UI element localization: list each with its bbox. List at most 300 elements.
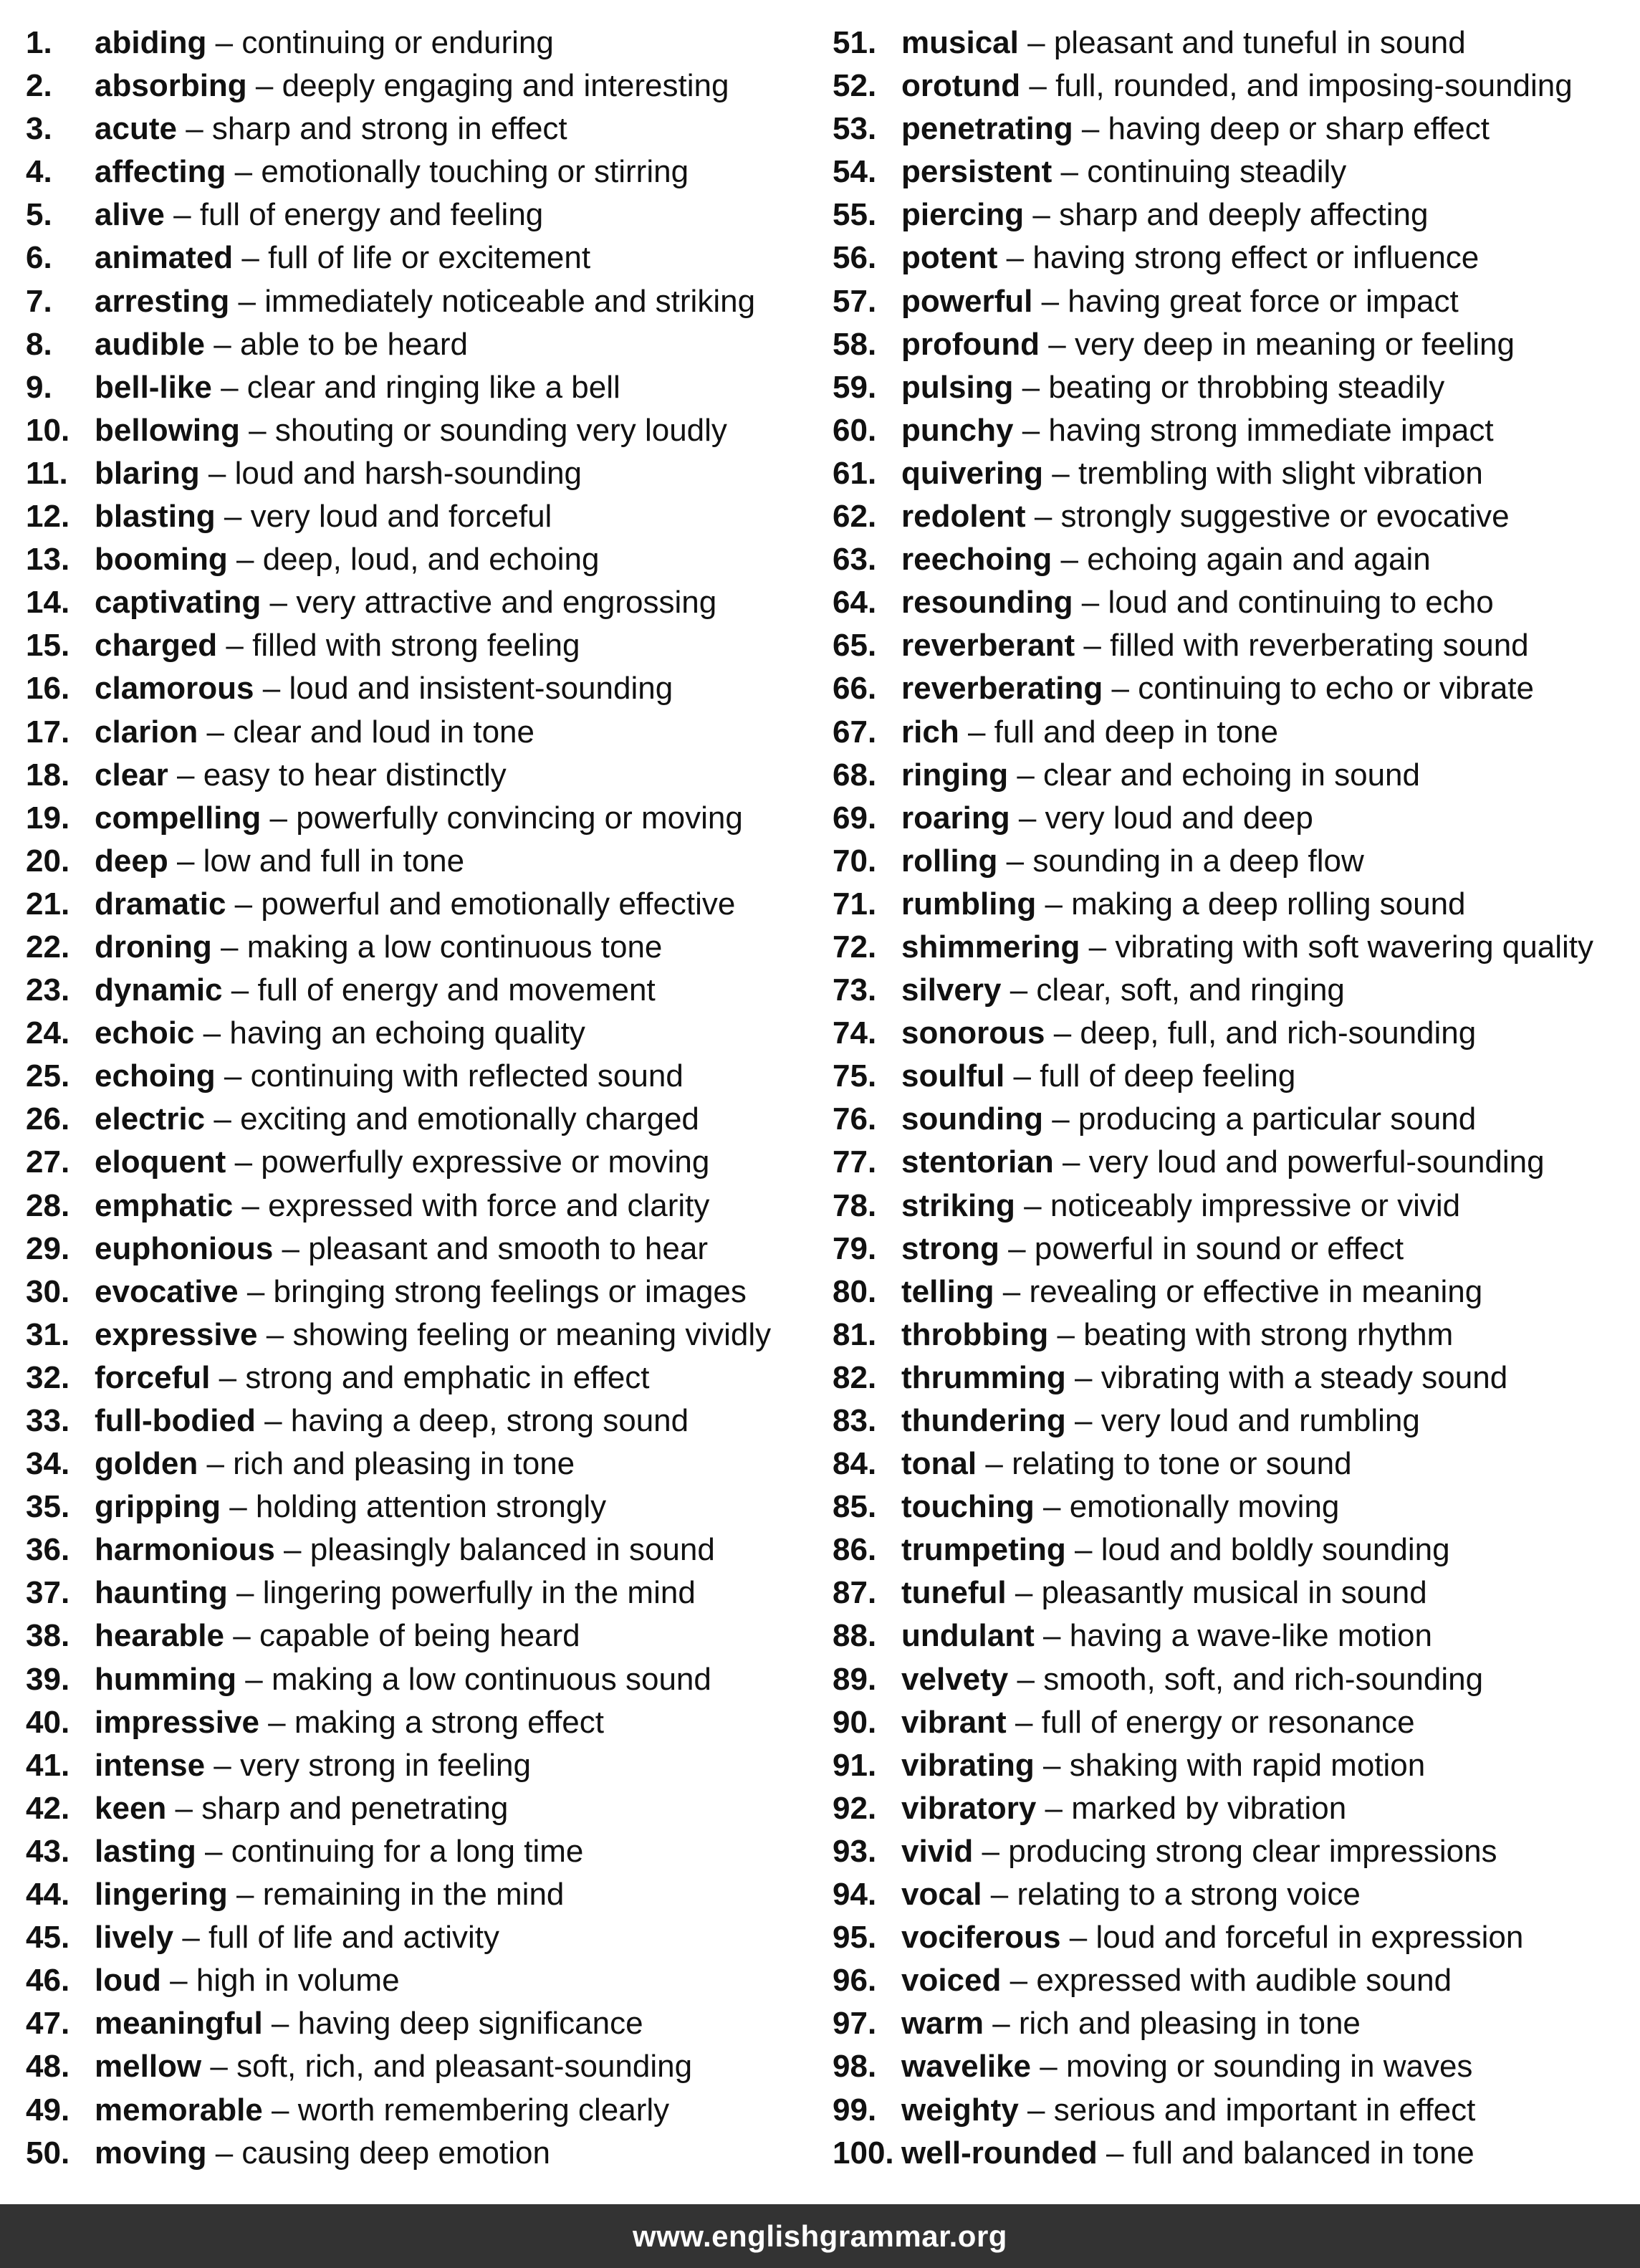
item-separator: –	[1022, 369, 1040, 405]
list-item	[26, 2089, 821, 2132]
item-word: clamorous	[95, 671, 254, 707]
item-definition: relating to a strong voice	[1017, 1877, 1361, 1913]
item-separator: –	[1060, 542, 1078, 578]
item-number: 51.	[833, 25, 877, 60]
list-item	[833, 926, 1621, 969]
item-definition: serious and important in effect	[1053, 2092, 1476, 2128]
item-word: vibratory	[901, 1790, 1037, 1826]
item-number: 6.	[26, 240, 52, 276]
item-number: 55.	[833, 197, 877, 233]
item-number: 46.	[26, 1963, 70, 1999]
item-number: 52.	[833, 68, 877, 104]
item-definition: filled with reverberating sound	[1110, 628, 1529, 664]
item-separator: –	[219, 1359, 237, 1395]
item-number: 21.	[26, 886, 70, 922]
item-number: 67.	[833, 714, 877, 750]
item-definition: clear and ringing like a bell	[246, 369, 620, 405]
item-definition: making a deep rolling sound	[1071, 886, 1466, 922]
list-item	[833, 1012, 1621, 1055]
item-word: throbbing	[901, 1316, 1049, 1352]
item-definition: beating with strong rhythm	[1083, 1316, 1454, 1352]
item-number: 10.	[26, 412, 70, 448]
item-number: 79.	[833, 1230, 877, 1266]
item-number: 86.	[833, 1532, 877, 1568]
list-item	[26, 2132, 821, 2175]
item-definition: full of energy and feeling	[199, 197, 544, 233]
item-word: echoic	[95, 1015, 195, 1051]
item-definition: sharp and deeply affecting	[1059, 197, 1429, 233]
item-separator: –	[224, 1058, 242, 1094]
item-definition: sounding in a deep flow	[1032, 843, 1364, 879]
item-separator: –	[234, 1144, 253, 1180]
list-item	[26, 21, 821, 64]
item-separator: –	[262, 671, 281, 707]
list-item	[833, 1141, 1621, 1184]
item-definition: shouting or sounding very loudly	[274, 412, 727, 448]
item-separator: –	[220, 929, 239, 965]
list-item	[833, 1873, 1621, 1916]
item-definition: rich and pleasing in tone	[1018, 2006, 1361, 2042]
item-number: 14.	[26, 585, 70, 621]
list-item	[26, 1012, 821, 1055]
item-definition: clear and loud in tone	[233, 714, 534, 750]
item-word: shimmering	[901, 929, 1080, 965]
list-item	[26, 1701, 821, 1744]
item-separator: –	[1029, 68, 1047, 104]
list-item	[26, 1357, 821, 1399]
item-number: 42.	[26, 1790, 70, 1826]
item-word: vociferous	[901, 1920, 1061, 1956]
list-item	[833, 150, 1621, 193]
item-word: forceful	[95, 1359, 211, 1395]
item-word: trumpeting	[901, 1532, 1066, 1568]
item-number: 76.	[833, 1101, 877, 1137]
item-definition: showing feeling or meaning vividly	[292, 1316, 772, 1352]
item-definition: deeply engaging and interesting	[282, 68, 729, 104]
item-definition: easy to hear distinctly	[203, 757, 507, 793]
item-word: velvety	[901, 1661, 1009, 1697]
list-item	[833, 1614, 1621, 1657]
item-separator: –	[1062, 1144, 1080, 1180]
item-separator: –	[214, 326, 231, 362]
item-definition: loud and boldly sounding	[1100, 1532, 1450, 1568]
item-definition: full, rounded, and imposing-sounding	[1055, 68, 1573, 104]
item-word: absorbing	[95, 68, 247, 104]
item-word: ringing	[901, 757, 1009, 793]
item-definition: deep, loud, and echoing	[262, 542, 600, 578]
list-item	[26, 1959, 821, 2002]
list-item	[26, 1098, 821, 1141]
item-word: bell-like	[95, 369, 212, 405]
item-definition: lingering powerfully in the mind	[262, 1575, 696, 1611]
item-word: vibrating	[901, 1747, 1035, 1783]
list-item	[26, 754, 821, 797]
item-definition: having a deep, strong sound	[290, 1403, 689, 1438]
item-definition: clear, soft, and ringing	[1036, 972, 1345, 1008]
item-word: powerful	[901, 283, 1033, 319]
item-separator: –	[272, 2092, 289, 2128]
item-number: 47.	[26, 2006, 70, 2042]
item-definition: soft, rich, and pleasant-sounding	[236, 2049, 693, 2085]
list-item	[26, 1528, 821, 1571]
item-definition: very loud and rumbling	[1100, 1403, 1420, 1438]
item-number: 71.	[833, 886, 877, 922]
item-separator: –	[1006, 843, 1025, 879]
item-separator: –	[1048, 326, 1066, 362]
list-item	[833, 1744, 1621, 1787]
item-word: bellowing	[95, 412, 240, 448]
list-item	[833, 883, 1621, 926]
item-number: 12.	[26, 499, 70, 535]
item-number: 85.	[833, 1489, 877, 1525]
item-word: echoing	[95, 1058, 216, 1094]
item-number: 35.	[26, 1489, 70, 1525]
item-separator: –	[982, 1833, 999, 1869]
item-definition: rich and pleasing in tone	[233, 1446, 575, 1482]
list-item	[833, 452, 1621, 495]
item-definition: making a strong effect	[294, 1704, 604, 1740]
list-item	[26, 926, 821, 969]
item-word: persistent	[901, 154, 1052, 190]
item-separator: –	[245, 1661, 263, 1697]
list-item	[833, 1399, 1621, 1442]
item-separator: –	[186, 111, 203, 147]
item-number: 39.	[26, 1661, 70, 1697]
item-separator: –	[221, 369, 239, 405]
item-separator: –	[203, 1015, 221, 1051]
item-separator: –	[238, 283, 256, 319]
item-separator: –	[269, 800, 287, 836]
item-number: 57.	[833, 283, 877, 319]
word-list-right-column	[833, 21, 1621, 2175]
item-word: full-bodied	[95, 1403, 256, 1438]
item-separator: –	[1111, 671, 1129, 707]
item-word: animated	[95, 240, 234, 276]
item-separator: –	[206, 714, 224, 750]
item-word: droning	[95, 929, 212, 965]
footer-bar	[0, 2204, 1640, 2268]
list-item	[26, 193, 821, 236]
item-number: 54.	[833, 154, 877, 190]
item-separator: –	[241, 240, 259, 276]
item-definition: powerfully convincing or moving	[296, 800, 743, 836]
item-definition: moving or sounding in waves	[1065, 2049, 1473, 2085]
item-number: 22.	[26, 929, 70, 965]
item-separator: –	[214, 1101, 231, 1137]
list-item	[26, 495, 821, 538]
item-word: gripping	[95, 1489, 221, 1525]
item-word: sounding	[901, 1101, 1043, 1137]
item-number: 69.	[833, 800, 877, 836]
item-separator: –	[173, 197, 191, 233]
list-item	[26, 1141, 821, 1184]
item-definition: emotionally moving	[1069, 1489, 1340, 1525]
item-definition: bringing strong feelings or images	[273, 1273, 747, 1309]
item-number: 26.	[26, 1101, 70, 1137]
item-number: 16.	[26, 671, 70, 707]
item-number: 49.	[26, 2092, 70, 2128]
list-item	[833, 754, 1621, 797]
item-definition: loud and insistent-sounding	[289, 671, 673, 707]
item-word: emphatic	[95, 1187, 234, 1223]
item-number: 65.	[833, 628, 877, 664]
list-item	[26, 711, 821, 754]
item-definition: making a low continuous tone	[246, 929, 663, 965]
item-separator: –	[264, 1403, 282, 1438]
list-item	[833, 1271, 1621, 1314]
item-number: 73.	[833, 972, 877, 1008]
list-item	[26, 1314, 821, 1357]
list-item	[833, 323, 1621, 366]
list-item	[26, 667, 821, 710]
item-word: blaring	[95, 455, 200, 491]
item-separator: –	[177, 757, 195, 793]
item-word: pulsing	[901, 369, 1014, 405]
item-number: 68.	[833, 757, 877, 793]
item-number: 89.	[833, 1661, 877, 1697]
item-number: 98.	[833, 2049, 877, 2085]
item-definition: expressed with audible sound	[1036, 1963, 1452, 1999]
item-definition: marked by vibration	[1071, 1790, 1347, 1826]
item-definition: full of life and activity	[208, 1920, 500, 1956]
list-item	[833, 1571, 1621, 1614]
list-item	[833, 1098, 1621, 1141]
item-definition: remaining in the mind	[262, 1877, 565, 1913]
item-number: 40.	[26, 1704, 70, 1740]
item-number: 58.	[833, 326, 877, 362]
item-separator: –	[170, 1963, 188, 1999]
item-separator: –	[236, 1575, 254, 1611]
item-number: 3.	[26, 111, 52, 147]
list-item	[833, 495, 1621, 538]
item-word: potent	[901, 240, 998, 276]
item-word: rumbling	[901, 886, 1037, 922]
item-separator: –	[1008, 1230, 1026, 1266]
item-word: reverberant	[901, 628, 1075, 664]
list-item	[26, 236, 821, 279]
item-definition: continuing steadily	[1087, 154, 1347, 190]
item-word: clear	[95, 757, 168, 793]
list-item	[26, 840, 821, 883]
item-word: telling	[901, 1273, 994, 1309]
item-word: blasting	[95, 499, 216, 535]
item-number: 44.	[26, 1877, 70, 1913]
item-separator: –	[182, 1920, 200, 1956]
item-definition: very strong in feeling	[240, 1747, 531, 1783]
item-word: lasting	[95, 1833, 196, 1869]
item-number: 61.	[833, 455, 877, 491]
item-number: 56.	[833, 240, 877, 276]
item-definition: pleasant and tuneful in sound	[1053, 25, 1466, 60]
item-separator: –	[215, 2135, 234, 2171]
list-item	[26, 1442, 821, 1485]
item-number: 9.	[26, 369, 52, 405]
item-word: voiced	[901, 1963, 1002, 1999]
item-separator: –	[1042, 1489, 1061, 1525]
list-item	[833, 2045, 1621, 2088]
item-word: lingering	[95, 1877, 228, 1913]
item-separator: –	[1017, 757, 1035, 793]
list-item	[833, 1055, 1621, 1098]
item-number: 99.	[833, 2092, 877, 2128]
item-number: 17.	[26, 714, 70, 750]
item-separator: –	[1027, 25, 1045, 60]
item-word: undulant	[901, 1618, 1035, 1654]
item-word: humming	[95, 1661, 236, 1697]
list-item	[833, 1528, 1621, 1571]
item-separator: –	[1032, 197, 1050, 233]
item-definition: low and full in tone	[203, 843, 465, 879]
list-item	[833, 1228, 1621, 1271]
list-item	[833, 64, 1621, 107]
item-number: 13.	[26, 542, 70, 578]
item-number: 32.	[26, 1359, 70, 1395]
item-separator: –	[215, 25, 234, 60]
item-number: 64.	[833, 585, 877, 621]
item-word: eloquent	[95, 1144, 226, 1180]
item-separator: –	[233, 1618, 251, 1654]
item-separator: –	[206, 1446, 224, 1482]
list-item	[26, 280, 821, 323]
item-number: 78.	[833, 1187, 877, 1223]
item-word: loud	[95, 1963, 161, 1999]
list-item	[26, 1485, 821, 1528]
list-item	[26, 150, 821, 193]
item-separator: –	[175, 1790, 193, 1826]
item-number: 100.	[833, 2135, 894, 2171]
item-separator: –	[241, 1187, 259, 1223]
item-number: 50.	[26, 2135, 70, 2171]
item-separator: –	[229, 1489, 247, 1525]
item-definition: very attractive and engrossing	[296, 585, 717, 621]
list-item	[833, 581, 1621, 624]
item-word: charged	[95, 628, 218, 664]
list-item	[26, 969, 821, 1012]
item-definition: very deep in meaning or feeling	[1075, 326, 1515, 362]
item-definition: expressed with force and clarity	[268, 1187, 710, 1223]
item-number: 62.	[833, 499, 877, 535]
list-item	[26, 1185, 821, 1228]
item-word: tuneful	[901, 1575, 1007, 1611]
item-definition: shaking with rapid motion	[1069, 1747, 1426, 1783]
item-word: punchy	[901, 412, 1014, 448]
item-definition: making a low continuous sound	[271, 1661, 711, 1697]
item-word: electric	[95, 1101, 206, 1137]
item-separator: –	[234, 154, 253, 190]
item-number: 34.	[26, 1446, 70, 1482]
item-number: 8.	[26, 326, 52, 362]
item-separator: –	[231, 972, 249, 1008]
list-item	[833, 1357, 1621, 1399]
item-number: 81.	[833, 1316, 877, 1352]
item-definition: full and deep in tone	[994, 714, 1278, 750]
item-word: expressive	[95, 1316, 258, 1352]
item-separator: –	[176, 843, 195, 879]
list-item	[833, 236, 1621, 279]
item-word: soulful	[901, 1058, 1005, 1094]
footer-website-link[interactable]: www.englishgrammar.org	[633, 2219, 1007, 2253]
item-definition: pleasingly balanced in sound	[310, 1532, 715, 1568]
item-definition: deep, full, and rich-sounding	[1080, 1015, 1477, 1051]
item-number: 90.	[833, 1704, 877, 1740]
item-number: 72.	[833, 929, 877, 965]
item-word: mellow	[95, 2049, 202, 2085]
item-number: 53.	[833, 111, 877, 147]
item-word: alive	[95, 197, 165, 233]
item-separator: –	[985, 1446, 1003, 1482]
list-item	[833, 21, 1621, 64]
word-list-left-column	[26, 21, 821, 2175]
item-word: stentorian	[901, 1144, 1054, 1180]
item-definition: powerful in sound or effect	[1034, 1230, 1404, 1266]
item-separator: –	[1002, 1273, 1021, 1309]
item-definition: able to be heard	[239, 326, 469, 362]
item-word: dramatic	[95, 886, 226, 922]
list-item	[833, 409, 1621, 452]
item-separator: –	[992, 2006, 1010, 2042]
item-word: striking	[901, 1187, 1015, 1223]
item-number: 19.	[26, 800, 70, 836]
item-number: 91.	[833, 1747, 877, 1783]
item-word: vibrant	[901, 1704, 1007, 1740]
item-number: 48.	[26, 2049, 70, 2085]
item-number: 93.	[833, 1833, 877, 1869]
item-number: 59.	[833, 369, 877, 405]
item-definition: pleasantly musical in sound	[1041, 1575, 1427, 1611]
item-number: 31.	[26, 1316, 70, 1352]
list-item	[833, 1787, 1621, 1830]
item-separator: –	[1043, 1747, 1061, 1783]
item-word: quivering	[901, 455, 1044, 491]
item-definition: echoing again and again	[1087, 542, 1431, 578]
item-number: 88.	[833, 1618, 877, 1654]
item-separator: –	[236, 1877, 254, 1913]
item-separator: –	[1075, 1532, 1093, 1568]
list-item	[833, 1916, 1621, 1959]
item-number: 70.	[833, 843, 877, 879]
list-item	[26, 1830, 821, 1873]
item-word: captivating	[95, 585, 262, 621]
item-number: 75.	[833, 1058, 877, 1094]
item-separator: –	[1015, 1704, 1033, 1740]
list-item	[26, 1271, 821, 1314]
item-word: vivid	[901, 1833, 974, 1869]
list-item	[26, 1787, 821, 1830]
item-definition: having deep significance	[297, 2006, 643, 2042]
item-definition: capable of being heard	[259, 1618, 580, 1654]
item-definition: sharp and penetrating	[201, 1790, 509, 1826]
item-word: dynamic	[95, 972, 223, 1008]
item-separator: –	[271, 2006, 289, 2042]
item-word: penetrating	[901, 111, 1073, 147]
item-word: deep	[95, 843, 168, 879]
item-number: 24.	[26, 1015, 70, 1051]
list-item	[26, 581, 821, 624]
list-item	[833, 280, 1621, 323]
item-definition: full of energy and movement	[257, 972, 656, 1008]
list-item	[833, 2089, 1621, 2132]
item-number: 2.	[26, 68, 52, 104]
list-item	[833, 366, 1621, 409]
item-number: 96.	[833, 1963, 877, 1999]
item-word: thundering	[901, 1403, 1066, 1438]
list-item	[26, 1744, 821, 1787]
item-word: reechoing	[901, 542, 1052, 578]
item-separator: –	[266, 1316, 284, 1352]
list-item	[833, 1701, 1621, 1744]
item-number: 18.	[26, 757, 70, 793]
item-word: profound	[901, 326, 1040, 362]
